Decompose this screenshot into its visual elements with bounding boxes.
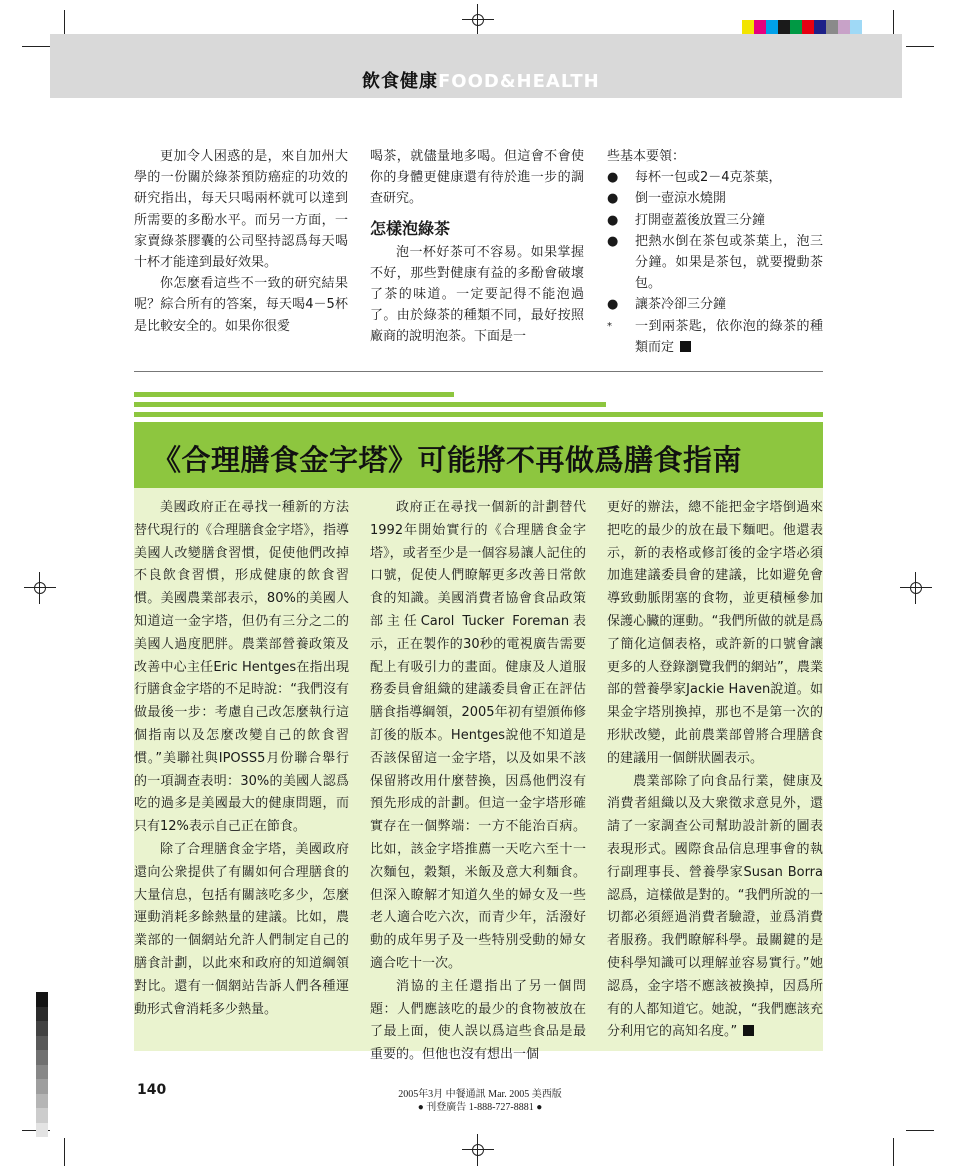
top-article-col1 xyxy=(134,146,348,337)
crop-mark xyxy=(64,1138,65,1166)
list-item xyxy=(607,167,823,188)
gray-swatch xyxy=(36,1021,48,1036)
gray-swatch xyxy=(36,1036,48,1051)
paragraph: 消協的主任還指出了另一個問題：人們應該吃的最少的食物被放在了最上面，使人誤以爲這些食品是最重要的。但他也沒有想出一個 xyxy=(370,978,586,1063)
article-col3 xyxy=(607,497,823,1044)
gray-swatch xyxy=(36,1123,48,1138)
decorative-stripe xyxy=(134,392,454,397)
paragraph: 美國政府正在尋找一種新的方法替代現行的《合理膳食金字塔》，指導美國人改變膳食習慣，促使他們改掉不良飲食習慣，形成健康的飲食習慣。美國農業部表示，80%的美國人知道這一金字塔，但仍有三分之二的美國人過度肥胖。農業部營養政策及改善中心主任Eric Hentges在指出現行膳食金字塔的不足時說：“我們沒有做最後一步：考慮自己改怎麼執行這個指南以及怎麼改變自己的飲食習慣。”美聯社與IPOSS5月份聯合舉行的一項調查表明：30%的美國人認爲吃的過多是美國最大的健康問題，而只有12%表示自己正在節食。 xyxy=(134,500,349,835)
end-mark-icon xyxy=(743,1025,754,1036)
list-item xyxy=(607,210,823,231)
bullet-icon: ● xyxy=(417,1102,424,1113)
paragraph: 喝茶，就儘量地多喝。但這會不會使你的身體更健康還有待於進一步的調查研究。 xyxy=(370,149,584,207)
article-col1 xyxy=(134,497,349,1021)
paragraph: 除了合理膳食金字塔，美國政府還向公衆提供了有關如何合理膳食的大量信息，包括有關該吃多少，怎麼運動消耗多餘熱量的建議。比如，農業部的一個網站允許人們制定自己的膳食計劃，以此來和政府的知道綱領對比。還有一個網站告訴人們各種運動形式會消耗多少熱量。 xyxy=(134,841,349,1017)
list-item xyxy=(607,294,823,315)
paragraph: 些基本要領： xyxy=(607,149,686,164)
footer-advertising: 刊登廣告 1-888-727-8881 xyxy=(426,1102,534,1113)
color-swatch xyxy=(778,20,790,34)
article-title-band xyxy=(134,422,823,488)
color-swatch xyxy=(814,20,826,34)
section-title-cn: 飲食健康 xyxy=(362,71,438,92)
color-swatch xyxy=(802,20,814,34)
gray-swatch xyxy=(36,1108,48,1123)
crop-mark xyxy=(893,1138,894,1166)
registration-mark-icon xyxy=(30,578,50,598)
color-swatch xyxy=(742,20,754,34)
registration-mark-icon xyxy=(468,1140,488,1160)
gray-swatch xyxy=(36,1079,48,1094)
footnote xyxy=(607,316,823,358)
color-swatch xyxy=(838,20,850,34)
decorative-stripe xyxy=(134,402,606,407)
registration-mark-icon xyxy=(906,578,926,598)
bullet-icon: ● xyxy=(536,1102,543,1113)
grayscale-strip xyxy=(36,992,48,1137)
crop-mark xyxy=(893,10,894,34)
color-swatch xyxy=(850,20,862,34)
color-bar xyxy=(742,20,862,34)
list-item xyxy=(607,188,823,209)
decorative-stripe xyxy=(134,412,823,417)
crop-mark xyxy=(906,46,934,47)
footer-publication: 2005年3月 中餐通訊 Mar. 2005 美西版 xyxy=(398,1089,562,1100)
color-swatch xyxy=(754,20,766,34)
section-header xyxy=(50,34,902,98)
paragraph: 更好的辦法，總不能把金字塔倒過來把吃的最少的放在最下麵吧。他還表示，新的表格或修訂後的金字塔必須加進建議委員會的建議，比如避免會導致動脈閉塞的食物，並更積極參加保護心臟的運動。“我們所做的就是爲了簡化這個表格，或許新的口號會讓更多的人登錄瀏覽我們的網站”，農業部的營養學家Jackie Haven說道。如果金字塔別換掉，那也不是第一次的形狀改變，此前農業部曾將合理膳食的建議用一個餅狀圖表示。 xyxy=(607,500,823,766)
article-col2 xyxy=(370,497,586,1067)
paragraph: 你怎麼看這些不一致的研究結果呢？綜合所有的答案，每天喝4－5杯是比較安全的。如果你很愛 xyxy=(134,276,348,334)
top-article-col3 xyxy=(607,146,823,358)
article-title: 《合理膳食金字塔》可能將不再做爲膳食指南 xyxy=(152,443,743,477)
list-item-text: 打開壺蓋後放置三分鐘 xyxy=(635,212,766,228)
list-item-text: 讓茶冷卻三分鐘 xyxy=(635,297,727,313)
crop-mark xyxy=(22,46,50,47)
color-swatch xyxy=(790,20,802,34)
registration-mark-icon xyxy=(468,10,488,30)
paragraph: 泡一杯好茶可不容易。如果掌握不好，那些對健康有益的多酚會破壞了茶的味道。一定要記得不能泡過了。由於綠茶的種類不同，最好按照廠商的說明泡茶。下面是一 xyxy=(370,244,584,345)
page-number: 140 xyxy=(137,1082,167,1098)
bullet-icon: ● xyxy=(607,212,619,228)
section-title-en: FOOD&HEALTH xyxy=(438,71,600,92)
gray-swatch xyxy=(36,1065,48,1080)
crop-mark xyxy=(64,10,65,34)
list-item-text: 倒一壺涼水燒開 xyxy=(635,191,727,207)
footnote-mark: * xyxy=(607,320,612,332)
color-swatch xyxy=(766,20,778,34)
subheading: 怎樣泡綠茶 xyxy=(370,218,451,238)
top-article-col2 xyxy=(370,146,584,348)
paragraph: 農業部除了向食品行業，健康及消費者組織以及大衆徵求意見外，還請了一家調查公司幫助設計新的圖表表現形式。國際食品信息理事會的執行副理事長、營養學家Susan Borra認爲，這樣做是對的。“我們所說的一切都必須經過消費者驗證，並爲消費者服務。我們瞭解科學。最關鍵的是使科學知識可以理解並容易實行。”她認爲，金字塔不應該被換掉，因爲所有的人都知道它。她說，“我們應該充分利用它的高知名度。” xyxy=(607,773,823,1040)
bullet-icon: ● xyxy=(607,233,619,249)
end-mark-icon xyxy=(680,341,691,352)
footnote-text: 一到兩茶匙，依你泡的綠茶的種類而定 xyxy=(635,318,823,355)
color-swatch xyxy=(826,20,838,34)
list-item-text: 每杯一包或2－4克茶葉， xyxy=(635,170,782,186)
gray-swatch xyxy=(36,1050,48,1065)
list-item-text: 把熱水倒在茶包或茶葉上，泡三分鐘。如果是茶包，就要攪動茶包。 xyxy=(635,233,823,292)
gray-swatch xyxy=(36,992,48,1007)
divider xyxy=(134,371,823,372)
crop-mark xyxy=(906,1130,934,1131)
section-title xyxy=(362,67,600,93)
list-item xyxy=(607,231,823,295)
paragraph: 政府正在尋找一個新的計劃替代1992年開始實行的《合理膳食金字塔》，或者至少是一個容易讓人記住的口號，促使人們瞭解更多改善日常飲食的知識。美國消費者協會食品政策部主任Carol Tucker Foreman表示，正在製作的30秒的電視廣告需要配上有吸引力的畫面。健康及人道服務委員會組織的建議委員會正在評估膳食指導綱領，2005年初有望頒佈修訂後的版本。Hentges說他不知道是否該保留這一金字塔，以及如果不該保留將改用什麼替換，因爲他們沒有預先形成的計劃。但這一金字塔形確實存在一個弊端：一方不能治百病。比如，該金字塔推薦一天吃六至十一次麵包，穀類，米飯及意大利麵食。但深入瞭解才知道久坐的婦女及一些老人適合吃六次，而青少年，活潑好動的成年男子及一些特別受動的婦女適合吃十一次。 xyxy=(370,500,586,971)
page-footer xyxy=(380,1088,580,1114)
bullet-icon: ● xyxy=(607,170,619,186)
paragraph: 更加令人困惑的是，來自加州大學的一份關於綠茶預防癌症的功效的研究指出，每天只喝兩杯就可以達到所需要的多酚水平。而另一方面，一家賣綠茶膠囊的公司堅持認爲每天喝十杯才能達到最好效果。 xyxy=(134,149,348,271)
gray-swatch xyxy=(36,1007,48,1022)
bullet-icon: ● xyxy=(607,191,619,207)
gray-swatch xyxy=(36,1094,48,1109)
bullet-icon: ● xyxy=(607,297,619,313)
